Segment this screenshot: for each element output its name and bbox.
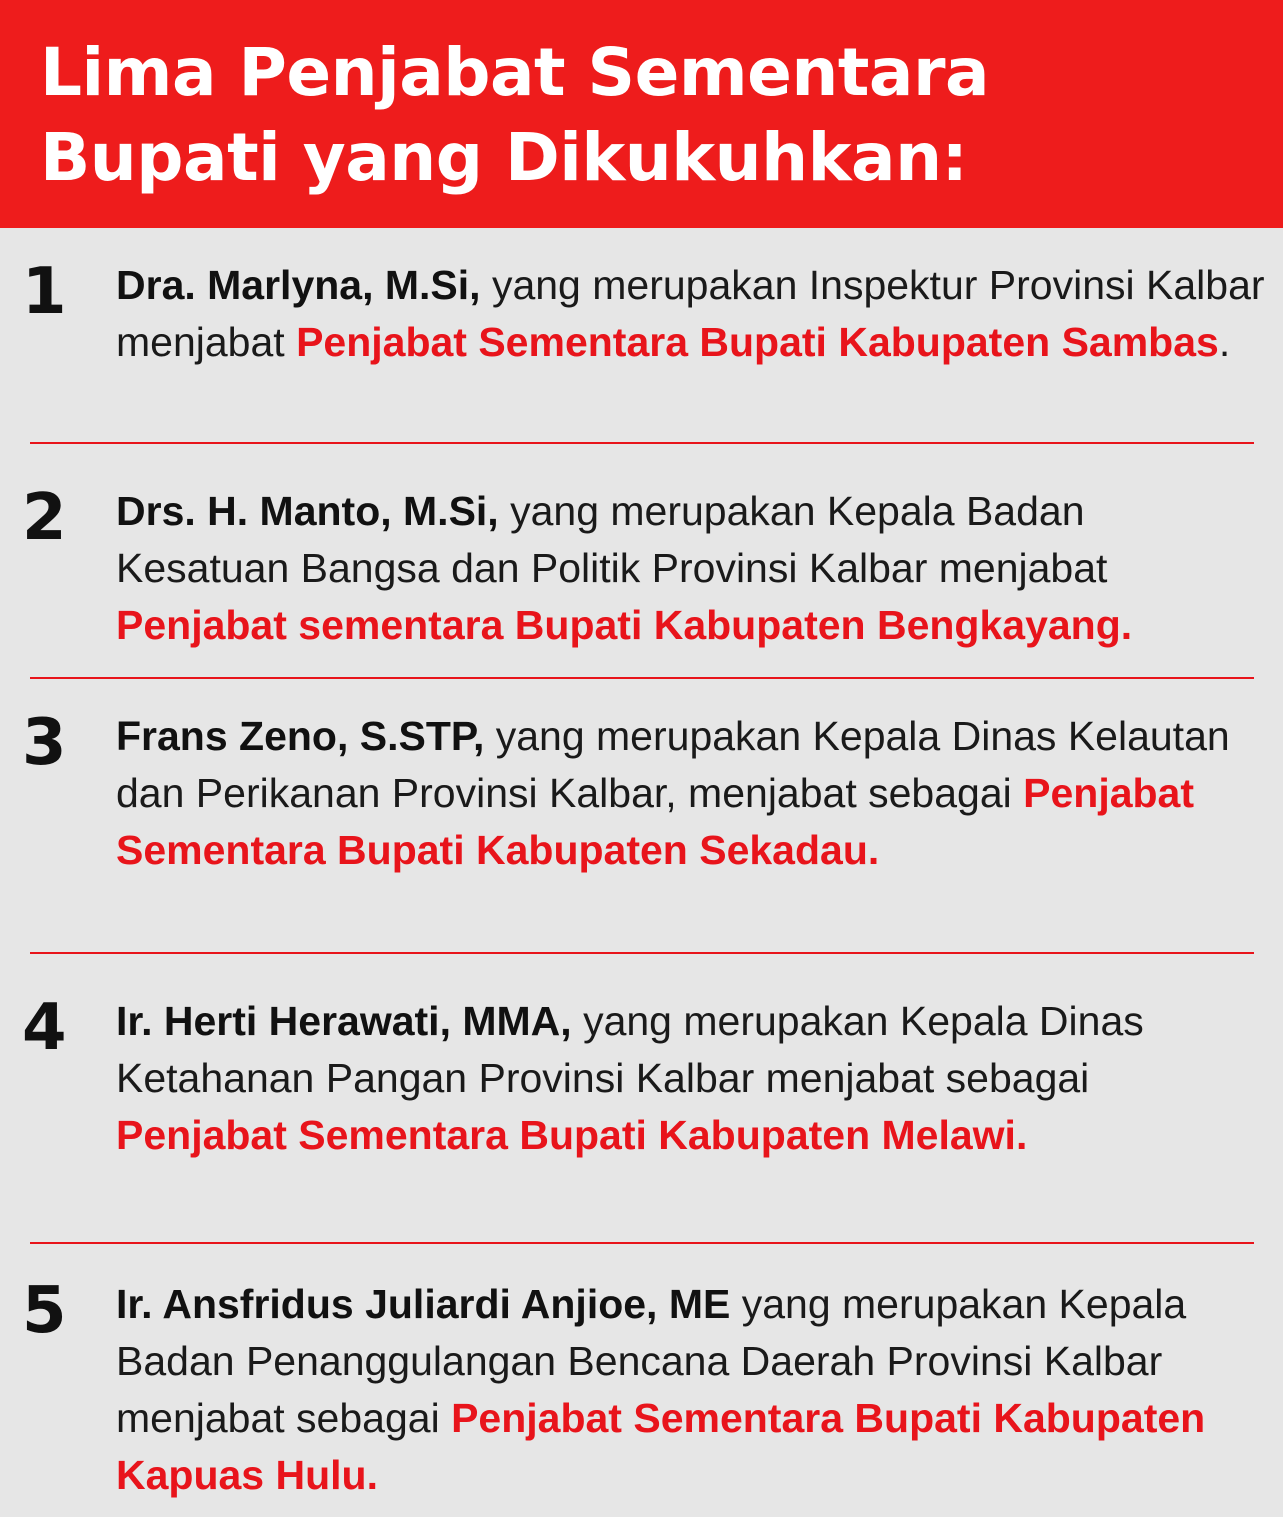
divider: [30, 1242, 1254, 1244]
divider: [30, 952, 1254, 954]
item-number: 1: [22, 255, 67, 329]
official-name: Ir. Herti Herawati, MMA,: [116, 998, 572, 1044]
appointed-position: Penjabat Sementara Bupati Kabupaten Melawi.: [116, 1112, 1028, 1158]
official-name: Frans Zeno, S.STP,: [116, 713, 485, 759]
appointed-position: Penjabat Sementara Bupati Kabupaten Sambas: [296, 319, 1219, 365]
item-number: 5: [22, 1274, 67, 1348]
official-description: yang merupakan Kepala Dinas Ketahanan Pangan Provinsi Kalbar menjabat sebagai: [116, 998, 1144, 1101]
official-name: Ir. Ansfridus Juliardi Anjioe, ME: [116, 1281, 731, 1327]
item-number: 2: [22, 481, 67, 555]
appointed-position: Penjabat Sementara Bupati Kabupaten Sekadau.: [116, 770, 1195, 873]
header-banner: [0, 0, 1283, 228]
item-number: 3: [22, 706, 67, 780]
item-suffix: .: [1218, 319, 1231, 365]
official-name: Drs. H. Manto, M.Si,: [116, 488, 499, 534]
appointed-position: Penjabat sementara Bupati Kabupaten Bengkayang.: [116, 602, 1133, 648]
official-description: yang merupakan Kepala Dinas Kelautan dan Perikanan Provinsi Kalbar, menjabat sebagai: [116, 713, 1230, 816]
divider: [30, 677, 1254, 679]
official-name: Dra. Marlyna, M.Si,: [116, 262, 481, 308]
item-text: [116, 708, 1266, 879]
item-number: 4: [22, 991, 67, 1065]
title-line-2: Bupati yang Dikukuhkan:: [40, 119, 968, 196]
item-text: [116, 257, 1266, 371]
title-line-1: Lima Penjabat Sementara: [40, 34, 990, 111]
official-description: yang merupakan Kepala Badan Kesatuan Bangsa dan Politik Provinsi Kalbar menjabat: [116, 488, 1108, 591]
divider: [30, 442, 1254, 444]
item-text: [116, 483, 1266, 654]
item-text: [116, 1276, 1266, 1504]
page-title: [40, 30, 1283, 200]
appointed-position: Penjabat Sementara Bupati Kabupaten Kapuas Hulu.: [116, 1395, 1206, 1498]
item-text: [116, 993, 1266, 1164]
official-description: yang merupakan Kepala Badan Penanggulangan Bencana Daerah Provinsi Kalbar menjabat sebagai: [116, 1281, 1187, 1441]
official-description: yang merupakan Inspektur Provinsi Kalbar menjabat: [116, 262, 1265, 365]
